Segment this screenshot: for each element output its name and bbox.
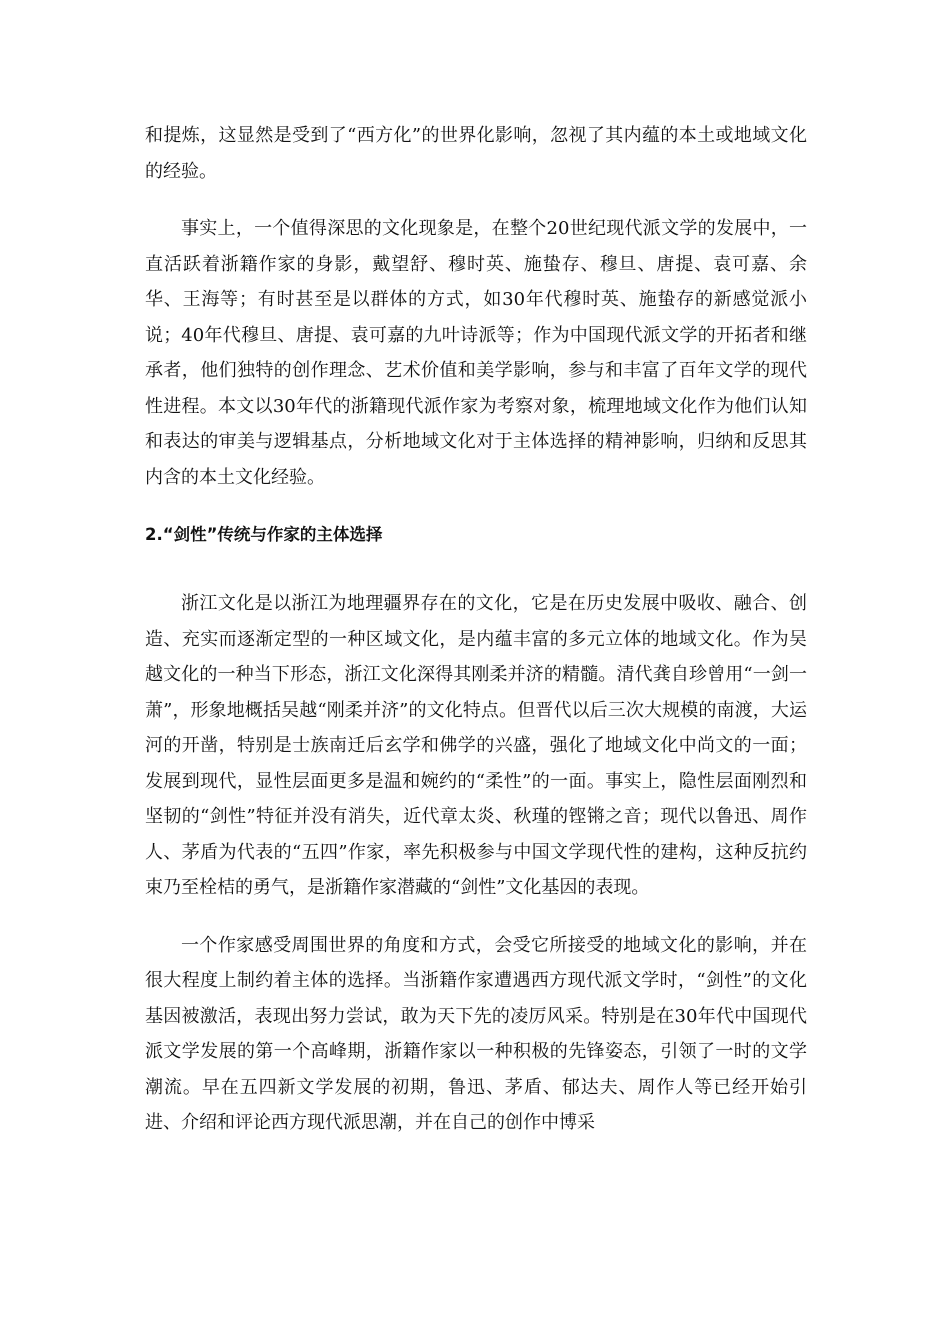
paragraph-cultural-phenomenon: 事实上，一个值得深思的文化现象是，在整个20世纪现代派文学的发展中，一直活跃着浙籍作家的身影，戴望舒、穆时英、施蛰存、穆旦、唐提、袁可嘉、余华、王海等；有时甚至是以群体的方式，如30年代穆时英、施蛰存的新感觉派小说；40年代穆旦、唐提、袁可嘉的九叶诗派等；作为中国现代派文学的开拓者和继承者，他们独特的创作理念、艺术价值和美学影响，参与和丰富了百年文学的现代性进程。本文以30年代的浙籍现代派作家为考察对象，梳理地域文化作为他们认知和表达的审美与逻辑基点，分析地域文化对于主体选择的精神影响，归纳和反思其内含的本土文化经验。 bbox=[145, 218, 807, 488]
paragraph-continuation: 和提炼，这显然是受到了“西方化”的世界化影响，忽视了其内蕴的本土或地域文化的经验。 bbox=[145, 125, 807, 182]
paragraph-zhejiang-culture: 浙江文化是以浙江为地理疆界存在的文化，它是在历史发展中吸收、融合、创造、充实而逐渐定型的一种区域文化，是内蕴丰富的多元立体的地域文化。作为吴越文化的一种当下形态，浙江文化深得其刚柔并济的精髓。清代龚自珍曾用“一剑一萧”，形象地概括吴越“刚柔并济”的文化特点。但晋代以后三次大规模的南渡，大运河的开凿，特别是士族南迁后玄学和佛学的兴盛，强化了地域文化中尚文的一面；发展到现代，显性层面更多是温和婉约的“柔性”的一面。事实上，隐性层面刚烈和坚韧的“剑性”特征并没有消失，近代章太炎、秋瑾的铿锵之音；现代以鲁迅、周作人、茅盾为代表的“五四”作家，率先积极参与中国文学现代性的建构，这种反抗约束乃至栓桔的勇气，是浙籍作家潜藏的“剑性”文化基因的表现。 bbox=[145, 593, 807, 898]
section-heading: 2.“剑性”传统与作家的主体选择 bbox=[145, 525, 383, 544]
paragraph-writer-perception: 一个作家感受周围世界的角度和方式，会受它所接受的地域文化的影响，并在很大程度上制约着主体的选择。当浙籍作家遭遇西方现代派文学时，“剑性”的文化基因被激活，表现出努力尝试，敢为天下先的凌厉风采。特别是在30年代中国现代派文学发展的第一个高峰期，浙籍作家以一种积极的先锋姿态，引领了一时的文学潮流。早在五四新文学发展的初期，鲁迅、茅盾、郁达夫、周作人等已经开始引进、介绍和评论西方现代派思潮，并在自己的创作中博采 bbox=[145, 934, 807, 1133]
document-body bbox=[145, 118, 807, 1163]
